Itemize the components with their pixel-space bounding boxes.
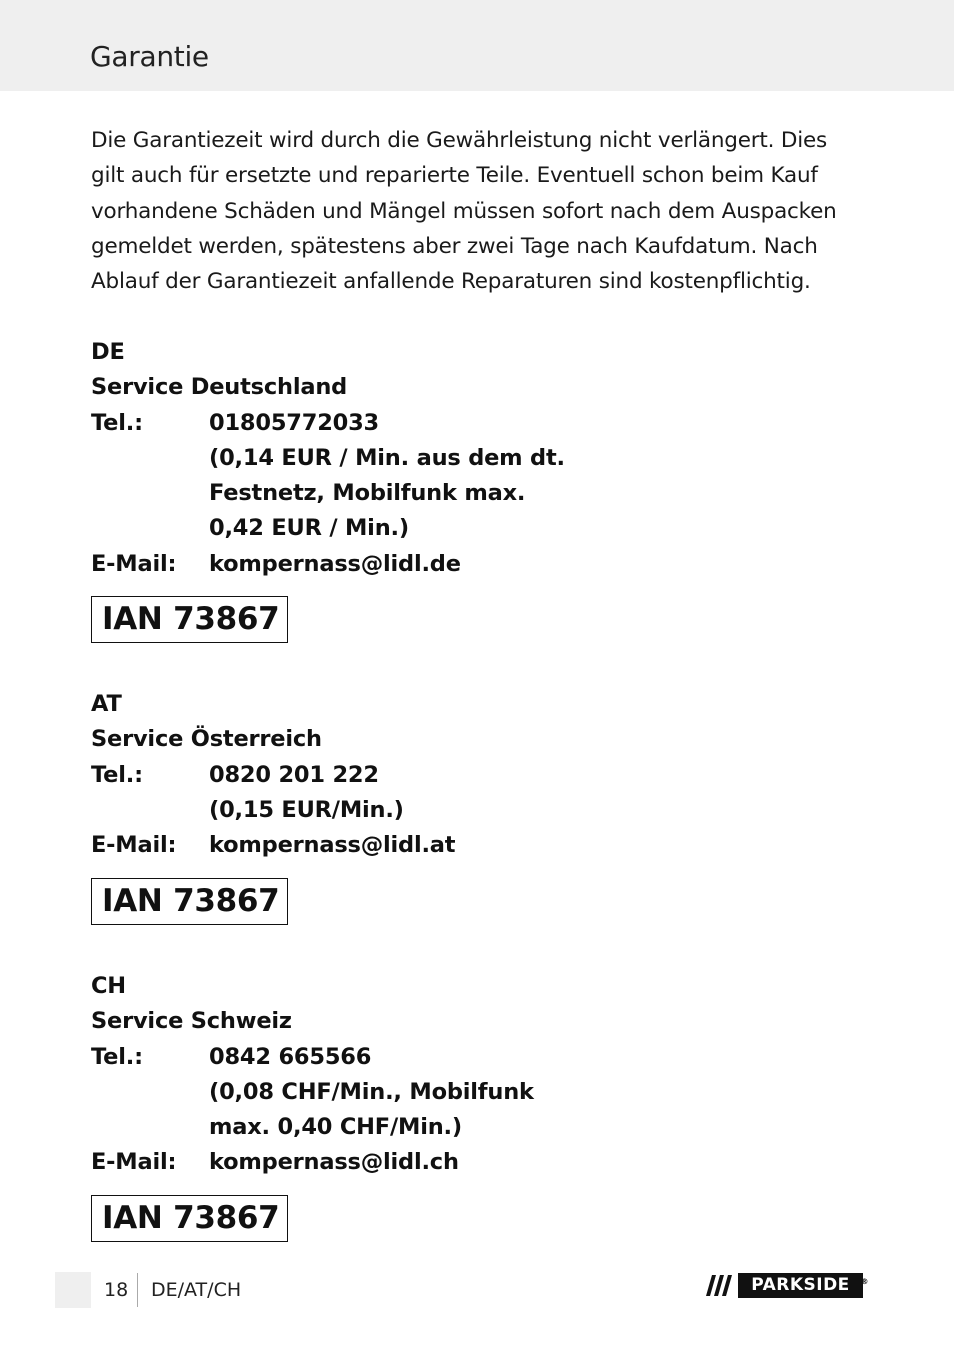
- tel-note-row: [91, 793, 455, 828]
- email-label: E-Mail:: [91, 550, 177, 577]
- parkside-logo: [706, 1273, 869, 1298]
- service-name: Service Deutschland: [91, 374, 348, 401]
- spacer: [91, 793, 209, 828]
- ian-box: IAN 73867: [91, 596, 288, 643]
- tel-note: max. 0,40 CHF/Min.): [209, 1114, 462, 1141]
- tel-label: Tel.:: [91, 409, 143, 436]
- service-name: Service Schweiz: [91, 1008, 292, 1035]
- intro-line: gemeldet werden, spätestens aber zwei Tage nach Kaufdatum. Nach: [91, 233, 818, 259]
- logo-stripes-icon: [706, 1273, 738, 1298]
- page-title: Garantie: [90, 40, 209, 73]
- spacer: [91, 1110, 209, 1145]
- footer-marker: [55, 1272, 91, 1308]
- logo-text: [738, 1273, 869, 1298]
- service-section-ch: [91, 969, 534, 1181]
- spacer: [91, 1075, 209, 1110]
- tel-note: (0,15 EUR/Min.): [209, 796, 404, 823]
- brand-name: PARKSIDE: [751, 1275, 850, 1295]
- email-row: [91, 828, 455, 863]
- country-code: DE: [91, 339, 125, 365]
- tel-row: [91, 406, 565, 441]
- email-label: E-Mail:: [91, 1149, 177, 1176]
- ian-box: IAN 73867: [91, 1195, 288, 1242]
- tel-note: 0,42 EUR / Min.): [209, 515, 409, 542]
- tel-row: [91, 758, 455, 793]
- tel-note: (0,14 EUR / Min. aus dem dt.: [209, 444, 565, 471]
- ian-box: IAN 73867: [91, 878, 288, 925]
- spacer: [91, 511, 209, 546]
- registered-mark: ®: [860, 1277, 869, 1286]
- service-section-de: [91, 335, 565, 582]
- spacer: [91, 441, 209, 476]
- tel-note-row: [91, 476, 565, 511]
- intro-paragraph: [91, 123, 881, 299]
- email-address[interactable]: kompernass@lidl.de: [209, 550, 461, 577]
- intro-line: vorhandene Schäden und Mängel müssen sofort nach dem Auspacken: [91, 198, 837, 224]
- tel-note: (0,08 CHF/Min., Mobilfunk: [209, 1078, 534, 1105]
- email-address[interactable]: kompernass@lidl.ch: [209, 1149, 459, 1176]
- country-code: AT: [91, 691, 122, 717]
- page-number: 18: [104, 1279, 129, 1301]
- country-code: CH: [91, 973, 126, 999]
- tel-row: [91, 1040, 534, 1075]
- tel-note-row: [91, 1110, 534, 1145]
- tel-number: 0842 665566: [209, 1043, 372, 1070]
- tel-note: Festnetz, Mobilfunk max.: [209, 480, 526, 507]
- tel-note-row: [91, 441, 565, 476]
- tel-label: Tel.:: [91, 761, 143, 788]
- email-row: [91, 1145, 534, 1180]
- tel-number: 01805772033: [209, 409, 380, 436]
- region-code: DE/AT/CH: [151, 1279, 242, 1301]
- email-row: [91, 547, 565, 582]
- tel-note-row: [91, 511, 565, 546]
- footer-divider: [137, 1273, 138, 1307]
- tel-number: 0820 201 222: [209, 761, 379, 788]
- intro-line: Die Garantiezeit wird durch die Gewährleistung nicht verlängert. Dies: [91, 128, 828, 153]
- service-name: Service Österreich: [91, 726, 322, 753]
- email-address[interactable]: kompernass@lidl.at: [209, 832, 456, 859]
- tel-note-row: [91, 1075, 534, 1110]
- intro-line: gilt auch für ersetzte und reparierte Teile. Eventuell schon beim Kauf: [91, 163, 818, 189]
- spacer: [91, 476, 209, 511]
- tel-label: Tel.:: [91, 1043, 143, 1070]
- intro-line: Ablauf der Garantiezeit anfallende Reparaturen sind kostenpflichtig.: [91, 269, 811, 295]
- email-label: E-Mail:: [91, 832, 177, 859]
- service-section-at: [91, 687, 455, 863]
